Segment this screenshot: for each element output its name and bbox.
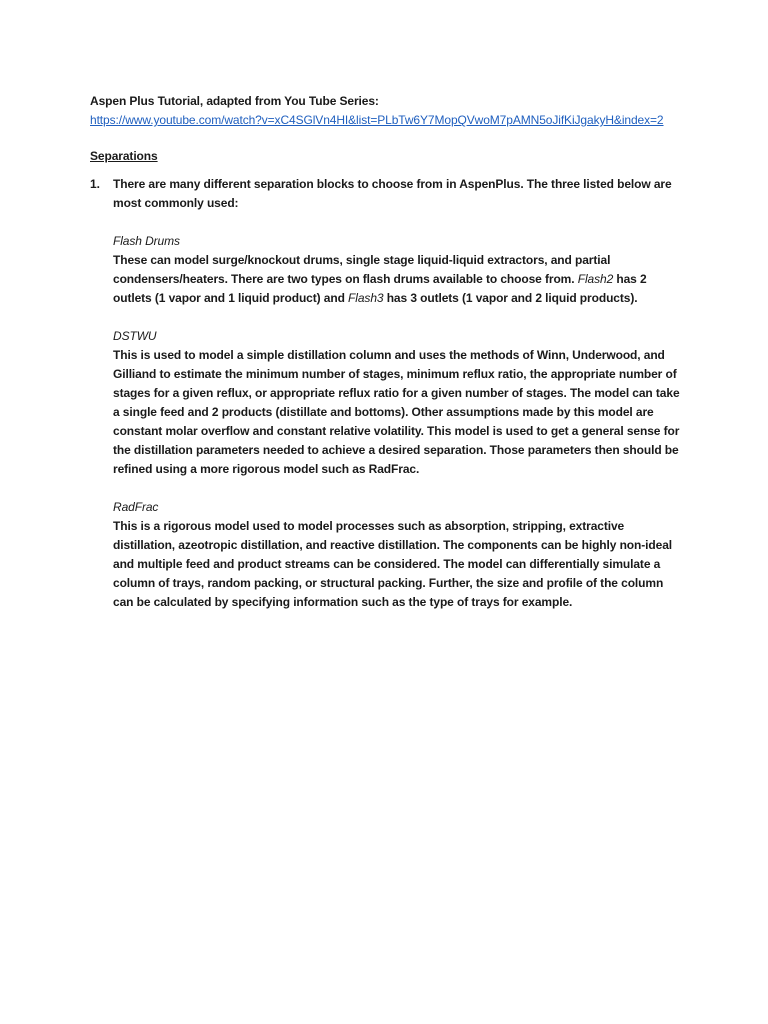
document-title: Aspen Plus Tutorial, adapted from You Tube Series: bbox=[90, 94, 379, 108]
list-marker: 1. bbox=[90, 177, 100, 191]
radfrac-block bbox=[113, 498, 682, 612]
flash2-term: Flash2 bbox=[577, 272, 614, 286]
list-item-text: There are many different separation blocks to choose from in AspenPlus. The three listed below are most commonly used: bbox=[113, 177, 672, 210]
flash-drums-block bbox=[113, 232, 682, 308]
radfrac-body: This is a rigorous model used to model processes such as absorption, stripping, extractive distillation, azeotropic distillation, and reactive distillation. The components can be highly non-ideal and multiple feed and product streams can be considered. The model can differentially simulate a column of trays, random packing, or structural packing. Further, the size and profile of the column can be calculated by specifying information such as the type of trays for example. bbox=[113, 519, 673, 609]
flash-drums-text-2: has 2 outlets (1 vapor and 1 liquid product) and bbox=[113, 272, 647, 305]
dstwu-block bbox=[113, 327, 682, 479]
flash-drums-text-1: These can model surge/knockout drums, single stage liquid-liquid extractors, and partial condensers/heaters. There are two types on flash drums available to choose from. bbox=[113, 253, 611, 286]
list-item bbox=[90, 175, 682, 612]
radfrac-title: RadFrac bbox=[113, 500, 159, 514]
flash-drums-title: Flash Drums bbox=[113, 234, 180, 248]
separations-list bbox=[90, 175, 682, 612]
flash3-term: Flash3 bbox=[348, 291, 384, 305]
dstwu-body: This is used to model a simple distillation column and uses the methods of Winn, Underwood, and Gilliand to estimate the minimum number of stages, minimum reflux ratio, the appropriate number of stages for a given reflux, or appropriate reflux ratio for a given number of stages. The model can take a single feed and 2 products (distillate and bottoms). Other assumptions made by this model are constant molar overflow and constant relative volatility. This model is used to get a general sense for the distillation parameters needed to achieve a desired separation. Those parameters then should be refined using a more rigorous model such as RadFrac. bbox=[113, 348, 680, 476]
flash-drums-text-3: has 3 outlets (1 vapor and 2 liquid products). bbox=[383, 291, 638, 305]
document-content bbox=[90, 92, 682, 612]
section-heading-separations: Separations bbox=[90, 149, 158, 163]
dstwu-title: DSTWU bbox=[113, 329, 157, 343]
youtube-link[interactable]: https://www.youtube.com/watch?v=xC4SGlVn4HI&list=PLbTw6Y7MopQVwoM7pAMN5oJifKiJgakyH&index=2 bbox=[90, 113, 664, 127]
flash-drums-body bbox=[113, 251, 682, 308]
